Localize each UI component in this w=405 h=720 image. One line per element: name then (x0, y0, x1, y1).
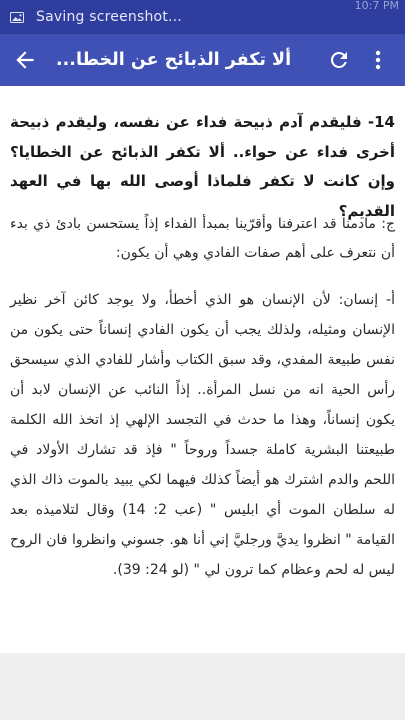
refresh-icon[interactable] (327, 48, 351, 72)
bottom-blank-area (0, 653, 405, 720)
arrow-back-icon[interactable] (12, 47, 38, 73)
question-text: 14- فليقدم آدم ذبيحة فداء عن نفسه، وليقدم ذبيحة أخرى فداء عن حواء.. ألا تكفر الذبائح عن الخطايا؟ وإن كانت لا تكفر فلماذا أوصى الله بها في العهد القديم؟ (10, 113, 395, 220)
notification-text: Saving screenshot... (36, 9, 182, 25)
app-bar (0, 34, 405, 86)
status-bar (0, 0, 405, 34)
answer-intro-text: ج: مادمنا قد اعترفنا وأقرّينا بمبدأ الفداء إذاً يستحسن بادئ ذي بدء أن نتعرف على أهم صفات الفادي وهي أن يكون: (10, 216, 395, 261)
image-icon (10, 12, 24, 23)
article-content[interactable] (0, 86, 405, 653)
answer-body-text: أ- إنسان: لأن الإنسان هو الذي أخطأ، ولا يوجد كائن آخر نظير الإنسان ومثيله، ولذلك يجب أن يكون الفادي إنساناً حتى يكون من نفس طبيعة المفدي، وقد سبق الكتاب وأشار للفادي الذي سيسحق رأس الحية انه من نسل المرأة.. إذاً النائب عن الإنسان لابد أن يكون إنساناً، وهذا ما حدث في التجسد الإلهي إذ اتخذ الله الكلمة طبيعتنا البشرية كاملة جسداً وروحاً " فإذ قد تشارك الأولاد في اللحم والدم اشترك هو أيضاً كذلك فيهما لكي يبيد بالموت ذاك الذي له سلطان الموت أي ابليس " (عب 2: 14) وقال لتلاميذه بعد القيامة " انظروا يديَّ ورجليَّ إني أنا هو. جسوني وانظروا فان الروح ليس له لحم وعظام كما ترون لي " (لو 24: 39). (10, 292, 395, 578)
more-vert-icon[interactable] (371, 48, 385, 72)
page-title: ألا تكفر الذبائح عن الخطا... (56, 50, 292, 70)
status-clock: 10:7 PM (354, 0, 399, 12)
